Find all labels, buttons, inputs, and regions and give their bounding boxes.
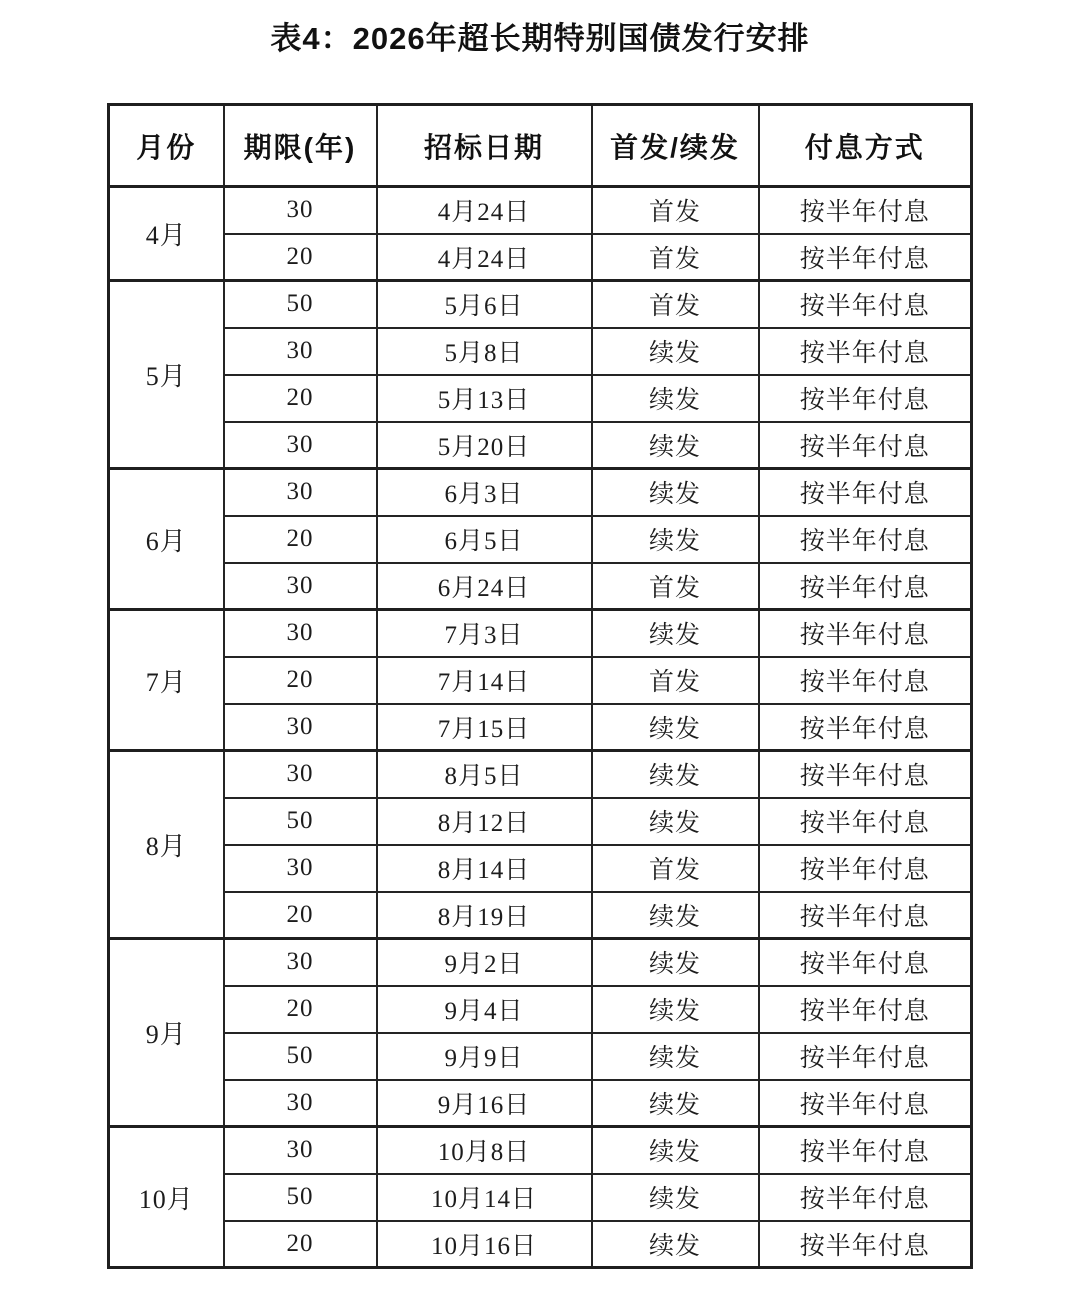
term-cell: 20 xyxy=(224,986,377,1033)
auction-date-cell: 7月3日 xyxy=(377,610,592,657)
payment-method-cell: 按半年付息 xyxy=(759,1127,972,1174)
table-body xyxy=(109,187,972,1268)
auction-date-cell: 9月4日 xyxy=(377,986,592,1033)
issue-type-cell: 续发 xyxy=(592,516,759,563)
table-row xyxy=(109,1127,972,1174)
term-cell: 20 xyxy=(224,657,377,704)
issue-type-cell: 续发 xyxy=(592,1221,759,1268)
term-cell: 50 xyxy=(224,798,377,845)
table-row xyxy=(109,187,972,234)
term-cell: 20 xyxy=(224,892,377,939)
term-cell: 30 xyxy=(224,845,377,892)
payment-method-cell: 按半年付息 xyxy=(759,657,972,704)
payment-method-cell: 按半年付息 xyxy=(759,1080,972,1127)
payment-method-cell: 按半年付息 xyxy=(759,516,972,563)
payment-method-cell: 按半年付息 xyxy=(759,610,972,657)
payment-method-cell: 按半年付息 xyxy=(759,986,972,1033)
term-cell: 30 xyxy=(224,1127,377,1174)
table-row xyxy=(109,798,972,845)
payment-method-cell: 按半年付息 xyxy=(759,234,972,281)
table-row xyxy=(109,704,972,751)
term-cell: 20 xyxy=(224,516,377,563)
table-row xyxy=(109,939,972,986)
auction-date-cell: 8月19日 xyxy=(377,892,592,939)
issue-type-cell: 续发 xyxy=(592,469,759,516)
table-row xyxy=(109,1080,972,1127)
term-cell: 50 xyxy=(224,281,377,328)
auction-date-cell: 9月16日 xyxy=(377,1080,592,1127)
auction-date-cell: 5月6日 xyxy=(377,281,592,328)
month-cell: 4月 xyxy=(109,187,224,281)
auction-date-cell: 9月2日 xyxy=(377,939,592,986)
term-cell: 30 xyxy=(224,1080,377,1127)
term-cell: 30 xyxy=(224,563,377,610)
month-cell: 5月 xyxy=(109,281,224,469)
auction-date-cell: 7月15日 xyxy=(377,704,592,751)
table-row xyxy=(109,751,972,798)
payment-method-cell: 按半年付息 xyxy=(759,892,972,939)
auction-date-cell: 4月24日 xyxy=(377,234,592,281)
header-row xyxy=(109,105,972,187)
header-term: 期限(年) xyxy=(224,105,377,187)
payment-method-cell: 按半年付息 xyxy=(759,422,972,469)
term-cell: 20 xyxy=(224,375,377,422)
term-cell: 30 xyxy=(224,610,377,657)
term-cell: 30 xyxy=(224,704,377,751)
table-row xyxy=(109,422,972,469)
issue-type-cell: 续发 xyxy=(592,375,759,422)
payment-method-cell: 按半年付息 xyxy=(759,798,972,845)
payment-method-cell: 按半年付息 xyxy=(759,375,972,422)
table-row xyxy=(109,281,972,328)
payment-method-cell: 按半年付息 xyxy=(759,704,972,751)
term-cell: 30 xyxy=(224,939,377,986)
issue-type-cell: 续发 xyxy=(592,422,759,469)
term-cell: 30 xyxy=(224,187,377,234)
payment-method-cell: 按半年付息 xyxy=(759,1174,972,1221)
issue-type-cell: 首发 xyxy=(592,845,759,892)
auction-date-cell: 7月14日 xyxy=(377,657,592,704)
header-month: 月份 xyxy=(109,105,224,187)
bond-issuance-table xyxy=(107,103,973,1269)
header-payment-method: 付息方式 xyxy=(759,105,972,187)
auction-date-cell: 6月5日 xyxy=(377,516,592,563)
issue-type-cell: 续发 xyxy=(592,1127,759,1174)
term-cell: 30 xyxy=(224,751,377,798)
auction-date-cell: 10月16日 xyxy=(377,1221,592,1268)
table-row xyxy=(109,328,972,375)
auction-date-cell: 10月14日 xyxy=(377,1174,592,1221)
auction-date-cell: 9月9日 xyxy=(377,1033,592,1080)
table-row xyxy=(109,1033,972,1080)
issue-type-cell: 续发 xyxy=(592,751,759,798)
term-cell: 20 xyxy=(224,1221,377,1268)
month-cell: 9月 xyxy=(109,939,224,1127)
month-cell: 8月 xyxy=(109,751,224,939)
page-title: 表4：2026年超长期特别国债发行安排 xyxy=(270,21,810,56)
table-row xyxy=(109,375,972,422)
term-cell: 50 xyxy=(224,1033,377,1080)
table-row xyxy=(109,1174,972,1221)
table-row xyxy=(109,610,972,657)
table-row xyxy=(109,986,972,1033)
table-row xyxy=(109,845,972,892)
issue-type-cell: 首发 xyxy=(592,234,759,281)
term-cell: 20 xyxy=(224,234,377,281)
table-row xyxy=(109,657,972,704)
auction-date-cell: 5月8日 xyxy=(377,328,592,375)
auction-date-cell: 8月14日 xyxy=(377,845,592,892)
month-cell: 10月 xyxy=(109,1127,224,1268)
payment-method-cell: 按半年付息 xyxy=(759,563,972,610)
auction-date-cell: 5月13日 xyxy=(377,375,592,422)
issue-type-cell: 首发 xyxy=(592,187,759,234)
payment-method-cell: 按半年付息 xyxy=(759,328,972,375)
issue-type-cell: 续发 xyxy=(592,704,759,751)
issue-type-cell: 续发 xyxy=(592,939,759,986)
term-cell: 30 xyxy=(224,422,377,469)
payment-method-cell: 按半年付息 xyxy=(759,1221,972,1268)
month-cell: 7月 xyxy=(109,610,224,751)
issue-type-cell: 首发 xyxy=(592,563,759,610)
auction-date-cell: 4月24日 xyxy=(377,187,592,234)
auction-date-cell: 8月5日 xyxy=(377,751,592,798)
auction-date-cell: 5月20日 xyxy=(377,422,592,469)
payment-method-cell: 按半年付息 xyxy=(759,187,972,234)
term-cell: 30 xyxy=(224,469,377,516)
issue-type-cell: 续发 xyxy=(592,328,759,375)
payment-method-cell: 按半年付息 xyxy=(759,469,972,516)
payment-method-cell: 按半年付息 xyxy=(759,845,972,892)
issue-type-cell: 续发 xyxy=(592,1080,759,1127)
term-cell: 50 xyxy=(224,1174,377,1221)
table-row xyxy=(109,563,972,610)
auction-date-cell: 6月3日 xyxy=(377,469,592,516)
issue-type-cell: 首发 xyxy=(592,281,759,328)
issue-type-cell: 续发 xyxy=(592,610,759,657)
issue-type-cell: 首发 xyxy=(592,657,759,704)
payment-method-cell: 按半年付息 xyxy=(759,751,972,798)
payment-method-cell: 按半年付息 xyxy=(759,939,972,986)
issue-type-cell: 续发 xyxy=(592,892,759,939)
issue-type-cell: 续发 xyxy=(592,1033,759,1080)
table-row xyxy=(109,516,972,563)
payment-method-cell: 按半年付息 xyxy=(759,281,972,328)
payment-method-cell: 按半年付息 xyxy=(759,1033,972,1080)
issue-type-cell: 续发 xyxy=(592,798,759,845)
auction-date-cell: 10月8日 xyxy=(377,1127,592,1174)
header-auction-date: 招标日期 xyxy=(377,105,592,187)
header-issue-type: 首发/续发 xyxy=(592,105,759,187)
auction-date-cell: 8月12日 xyxy=(377,798,592,845)
table-row xyxy=(109,469,972,516)
issue-type-cell: 续发 xyxy=(592,1174,759,1221)
table-row xyxy=(109,892,972,939)
term-cell: 30 xyxy=(224,328,377,375)
auction-date-cell: 6月24日 xyxy=(377,563,592,610)
month-cell: 6月 xyxy=(109,469,224,610)
table-row xyxy=(109,234,972,281)
issue-type-cell: 续发 xyxy=(592,986,759,1033)
table-row xyxy=(109,1221,972,1268)
